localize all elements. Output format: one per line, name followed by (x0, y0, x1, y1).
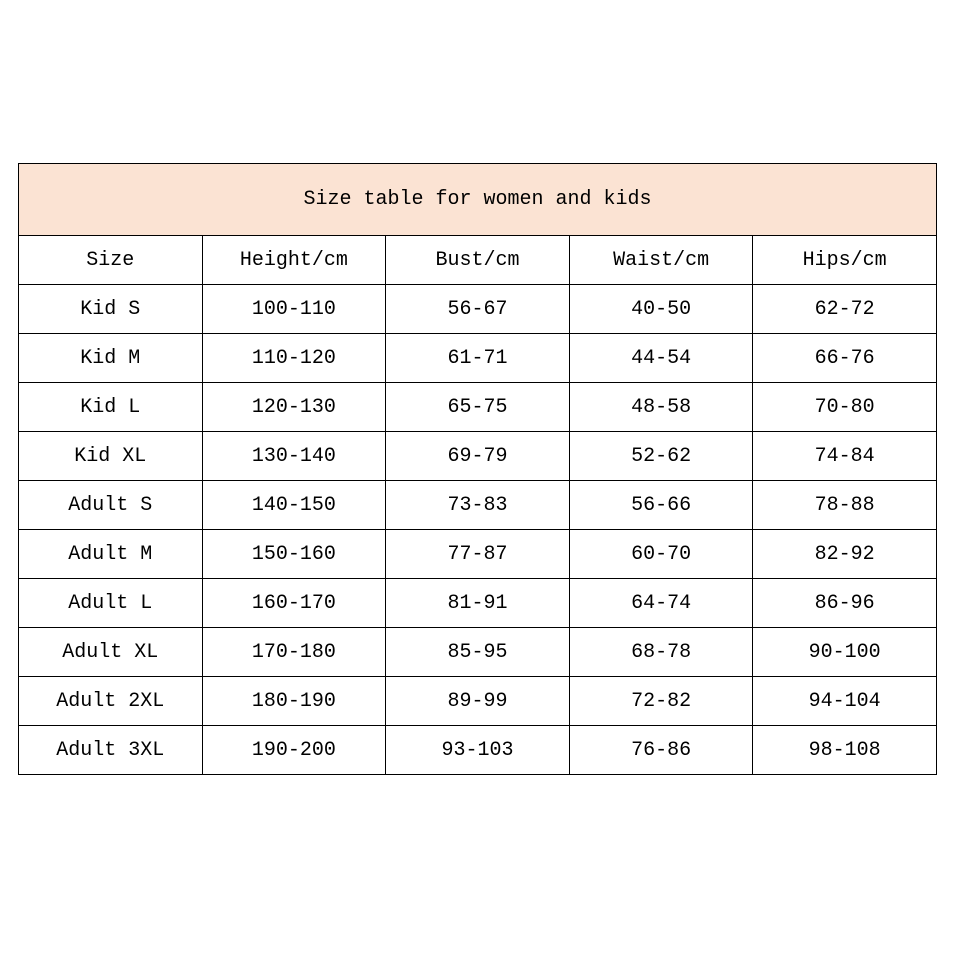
cell-height: 130-140 (202, 432, 386, 481)
cell-size: Kid XL (19, 432, 203, 481)
cell-bust: 61-71 (386, 334, 570, 383)
header-size: Size (19, 236, 203, 285)
cell-height: 110-120 (202, 334, 386, 383)
cell-height: 150-160 (202, 530, 386, 579)
table-header-row (19, 236, 937, 285)
header-bust: Bust/cm (386, 236, 570, 285)
header-hips: Hips/cm (753, 236, 937, 285)
cell-bust: 69-79 (386, 432, 570, 481)
cell-waist: 76-86 (569, 726, 753, 775)
cell-waist: 72-82 (569, 677, 753, 726)
table-row (19, 383, 937, 432)
table-row (19, 334, 937, 383)
cell-bust: 56-67 (386, 285, 570, 334)
cell-hips: 98-108 (753, 726, 937, 775)
cell-hips: 66-76 (753, 334, 937, 383)
cell-waist: 56-66 (569, 481, 753, 530)
cell-hips: 78-88 (753, 481, 937, 530)
table-row (19, 726, 937, 775)
table-title-row (19, 164, 937, 236)
cell-hips: 82-92 (753, 530, 937, 579)
cell-waist: 44-54 (569, 334, 753, 383)
cell-hips: 70-80 (753, 383, 937, 432)
header-height: Height/cm (202, 236, 386, 285)
cell-size: Kid L (19, 383, 203, 432)
cell-bust: 93-103 (386, 726, 570, 775)
cell-height: 100-110 (202, 285, 386, 334)
cell-bust: 89-99 (386, 677, 570, 726)
cell-hips: 90-100 (753, 628, 937, 677)
cell-waist: 52-62 (569, 432, 753, 481)
cell-size: Adult M (19, 530, 203, 579)
table-row (19, 579, 937, 628)
cell-size: Adult S (19, 481, 203, 530)
table-row (19, 285, 937, 334)
cell-waist: 68-78 (569, 628, 753, 677)
cell-waist: 40-50 (569, 285, 753, 334)
cell-height: 160-170 (202, 579, 386, 628)
cell-hips: 62-72 (753, 285, 937, 334)
cell-hips: 94-104 (753, 677, 937, 726)
cell-waist: 60-70 (569, 530, 753, 579)
table-row (19, 481, 937, 530)
cell-height: 170-180 (202, 628, 386, 677)
cell-size: Adult 3XL (19, 726, 203, 775)
cell-size: Kid S (19, 285, 203, 334)
cell-size: Adult 2XL (19, 677, 203, 726)
cell-bust: 65-75 (386, 383, 570, 432)
cell-hips: 74-84 (753, 432, 937, 481)
cell-bust: 73-83 (386, 481, 570, 530)
table-row (19, 677, 937, 726)
cell-hips: 86-96 (753, 579, 937, 628)
cell-bust: 77-87 (386, 530, 570, 579)
cell-bust: 85-95 (386, 628, 570, 677)
size-table (18, 163, 937, 775)
header-waist: Waist/cm (569, 236, 753, 285)
cell-size: Adult XL (19, 628, 203, 677)
table-title: Size table for women and kids (19, 164, 937, 236)
cell-waist: 48-58 (569, 383, 753, 432)
table-row (19, 530, 937, 579)
cell-height: 190-200 (202, 726, 386, 775)
cell-size: Kid M (19, 334, 203, 383)
table-row (19, 432, 937, 481)
cell-bust: 81-91 (386, 579, 570, 628)
cell-height: 180-190 (202, 677, 386, 726)
cell-waist: 64-74 (569, 579, 753, 628)
cell-size: Adult L (19, 579, 203, 628)
cell-height: 140-150 (202, 481, 386, 530)
cell-height: 120-130 (202, 383, 386, 432)
table-row (19, 628, 937, 677)
